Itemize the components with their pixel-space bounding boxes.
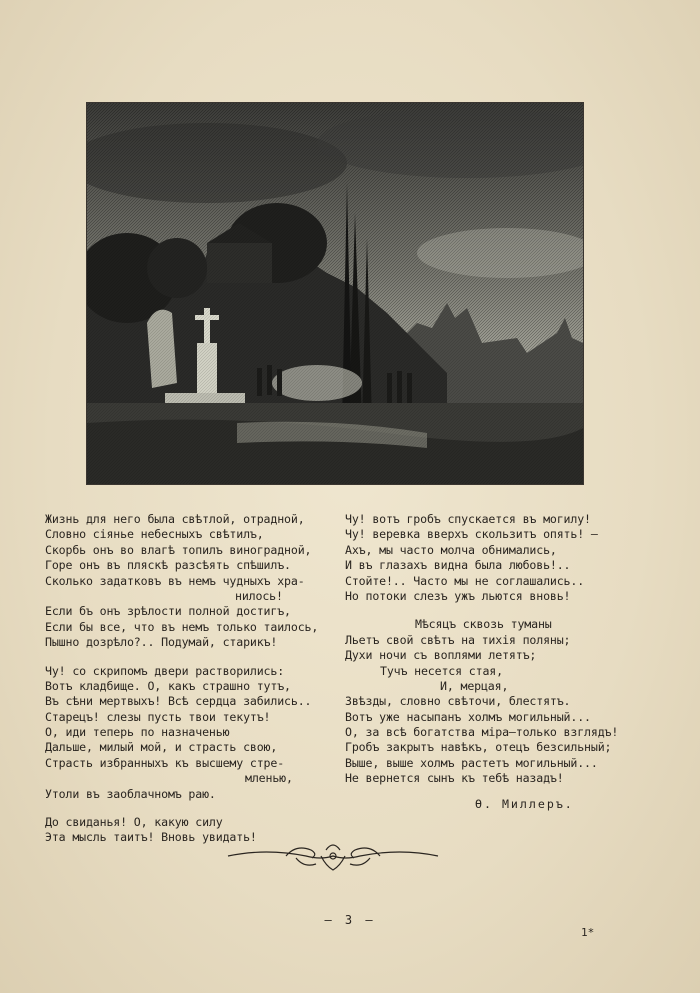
poem-line: Тучъ несется стая, [380,663,503,678]
poem-line: Мѣсяцъ сквозь туманы [415,617,552,632]
poem-line: Сколько задатковъ въ немъ чудныхъ хра- [45,573,305,588]
poem-line: Чу! вотъ гробъ спускается въ могилу! [345,512,591,526]
poem-right-column [345,512,635,812]
poem-line: Чу! со скрипомъ двери растворились: [45,663,285,678]
poem-line: Жизнь для него была свѣтлой, отрадной, [45,512,305,526]
poem-line: Скорбь онъ во влагѣ топилъ виноградной, [45,542,312,557]
poem-line: Если бъ онъ зрѣлости полной достигъ, [45,604,291,619]
poem-line: Въ сѣни мертвыхъ! Всѣ сердца забились.. [45,694,312,709]
poem-line: О, иди теперь по назначенью [45,725,230,740]
poem-line: Стойте!.. Часто мы не соглашались.. [345,573,585,588]
poem-left-column [45,512,327,846]
cemetery-engraving-illustration [86,102,584,485]
printer-sheet-mark: 1* [581,926,595,939]
poem-line: Вотъ кладбище. О, какъ страшно тутъ, [45,678,291,693]
author-signature: Ө. Миллеръ. [475,796,574,811]
poem-line: Вотъ уже насыпанъ холмъ могильный... [345,709,591,724]
poem-line: До свиданья! О, какую силу [45,815,223,830]
poem-line: Но потоки слезъ ужъ льются вновь! [345,588,571,603]
decorative-ornament-icon [226,836,440,876]
poem-line: Льетъ свой свѣтъ на тихія поляны; [345,632,571,647]
poem-line: Словно сіянье небесныхъ свѣтилъ, [45,527,264,542]
poem-line: Старецъ! слезы пусть твои текутъ! [45,709,271,724]
poem-line: Выше, выше холмъ растетъ могильный... [345,755,598,770]
poem-line: Дальше, милый мой, и страсть свою, [45,740,278,755]
poem-line: Утоли въ заоблачномъ раю. [45,786,216,801]
poem-line: Не вернется сынъ къ тебѣ назадъ! [345,771,564,786]
poem-line: Пышно дозрѣло?.. Подумай, старикъ! [45,635,278,650]
poem-line: И, мерцая, [440,678,509,693]
poem-line: Чу! веревка вверхъ скользитъ опять! — [345,527,598,542]
poem-line-continuation: мленью, [245,771,293,786]
poem-line: Звѣзды, словно свѣточи, блестятъ. [345,694,571,709]
poem-line: Горе онъ въ пляскѣ разсѣять спѣшилъ. [45,558,291,573]
poem-line: И въ глазахъ видна была любовь!.. [345,558,571,573]
poem-line-continuation: нилось! [235,588,283,603]
poem-line: Если бы все, что въ немъ только таилось, [45,619,319,634]
poem-line: Страсть избранныхъ къ высшему стре- [45,755,285,770]
poem-line: Эта мысль таитъ! Вновь увидать! [45,830,257,845]
poem-line: Ахъ, мы часто молча обнимались, [345,542,557,557]
poem-line: Духи ночи съ воплями летятъ; [345,648,537,663]
engraving-picture [87,103,583,484]
poem-line: О, за всѣ богатства міра—только взглядъ! [345,725,619,740]
poem-line: Гробъ закрытъ навѣкъ, отецъ безсильный; [345,740,612,755]
page-number: — 3 — [324,913,376,927]
